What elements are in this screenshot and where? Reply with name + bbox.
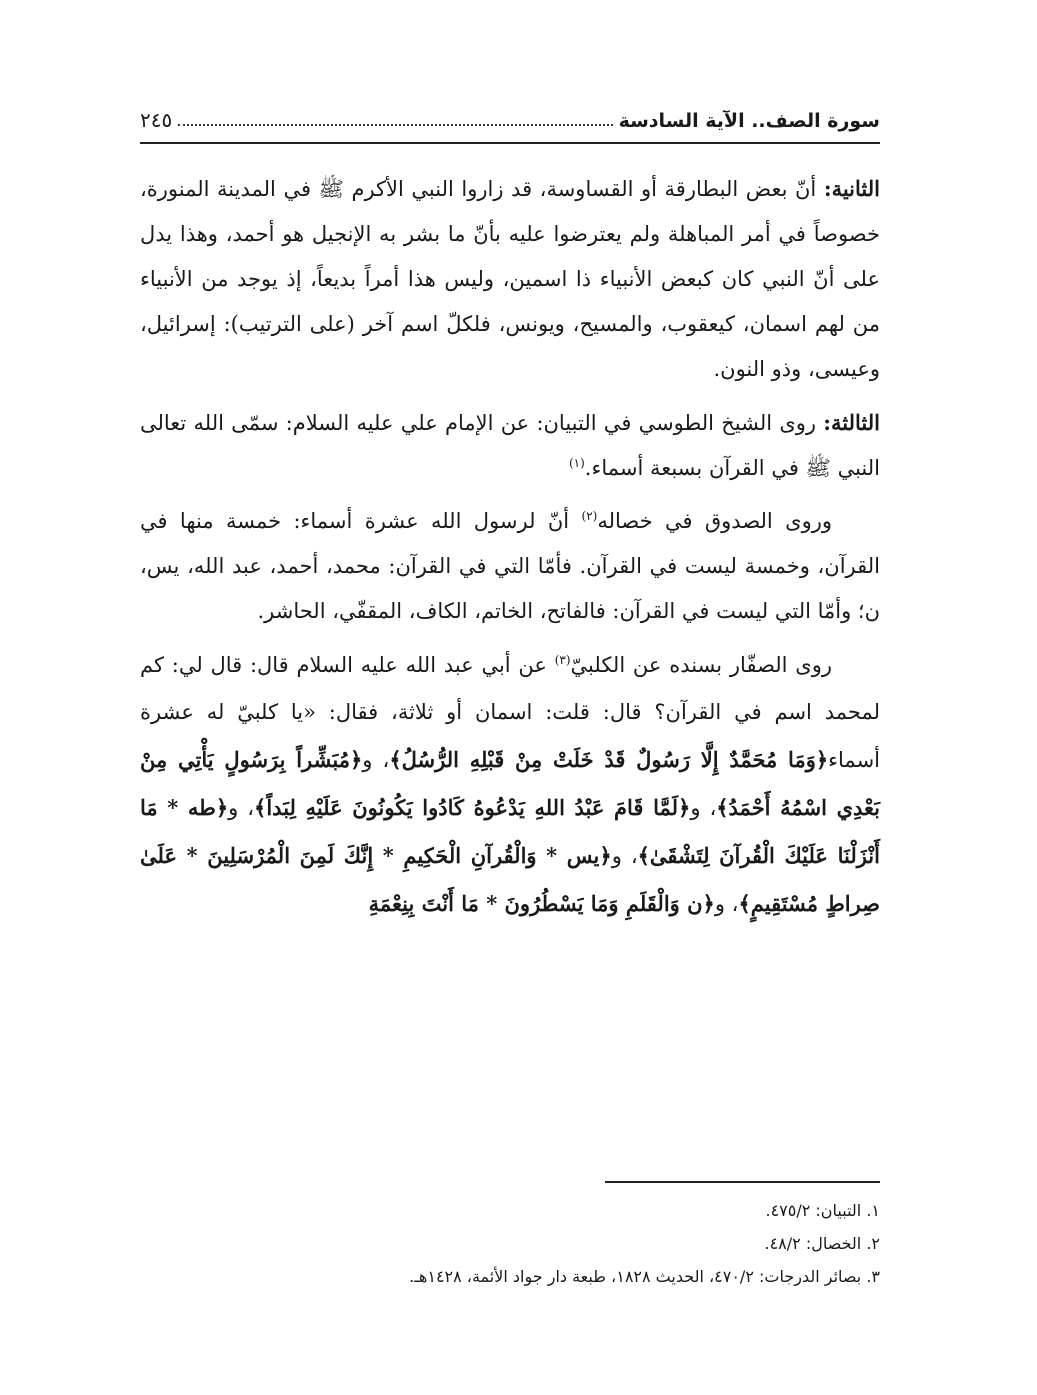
paragraph-saffar-narration [140,642,880,928]
running-title: سورة الصف.. الآية السادسة [618,110,880,132]
paragraph-text: عن أبي عبد الله عليه السلام قال: قال لي: كم لمحمد اسم في القرآن؟ قال: قلت: اسمان أو ثلاثة، فقال: «يا كلبيّ له عشرة أسماء [140,653,880,772]
separator: ، و [690,796,717,820]
quran-verse: ﴿لَمَّا قَامَ عَبْدُ اللهِ يَدْعُوهُ كَادُوا يَكُونُونَ عَلَيْهِ لِبَداً﴾ [254,795,691,820]
separator: ، و [362,748,390,772]
paragraph-text: روى الشيخ الطوسي في التبيان: عن الإمام علي عليه السلام: سمّى الله تعالى النبي ﷺ في القرآن بسبعة أسماء. [140,411,880,480]
paragraph-text: أنّ بعض البطارقة أو القساوسة، قد زاروا النبي الأكرم ﷺ في المدينة المنورة، خصوصاً في أمر المباهلة ولم يعترضوا عليه بأنّ ما بشر به الإنجيل هو أحمد، وهذا يدل على أنّ النبي كان كبعض الأنبياء ذا اسمين، وليس هذا أمراً بديعاً، إذ يوجد من الأنبياء من لهم اسمان، كيعقوب، والمسيح، ويونس، فلكلّ اسم آخر (على الترتيب): إسرائيل، وعيسى، وذو النون. [140,177,880,381]
footnote-separator-rule [605,1181,880,1183]
quran-verse: ﴿وَمَا مُحَمَّدٌ إِلَّا رَسُولٌ قَدْ خَلَتْ مِنْ قَبْلِهِ الرُّسُلُ﴾ [389,747,829,772]
quran-verse: ﴿يس * وَالْقُرآنِ الْحَكِيمِ * إِنَّكَ لَمِنَ الْمُرْسَلِينَ * عَلَىٰ صِراطٍ مُسْتَقِيمٍ﴾ [140,843,880,916]
quran-verse: ﴿مُبَشِّراً بِرَسُولٍ يَأْتِي مِنْ بَعْدِي اسْمُهُ أَحْمَدُ﴾ [140,747,881,820]
footnote-ref-3[interactable]: (٣) [554,653,571,667]
page-number: ٢٤٥ [140,108,173,132]
paragraph-saduq-narration [140,499,880,634]
separator: ، و [714,892,739,916]
quran-verse: ﴿طه * مَا أَنْزَلْنَا عَلَيْكَ الْقُرآنَ لِتَشْقَىٰ﴾ [140,795,880,868]
footnotes [140,1194,880,1293]
paragraph-text: وروى الصدوق في خصاله [597,509,833,533]
paragraph-lead-third: الثالثة: [823,410,880,435]
paragraph-text: أنّ لرسول الله عشرة أسماء: خمسة منها في القرآن، وخمسة ليست في القرآن. فأمّا التي في القرآن: محمد، أحمد، عبد الله، يس، ن؛ وأمّا التي ليست في القرآن: فالفاتح، الخاتم، الكاف، المقفّي، الحاشر. [140,509,880,623]
footnote-1: ١. التبيان: ٤٧٥/٢. [765,1201,880,1220]
separator: ، و [611,844,638,868]
footnote-3: ٣. بصائر الدرجات: ٤٧٠/٢، الحديث ١٨٢٨، طبعة دار جواد الأئمة، ١٤٢٨هـ. [409,1267,880,1286]
separator: ، و [228,796,255,820]
header-rule [140,142,880,144]
quran-verse: ﴿ن وَالْقَلَمِ وَمَا يَسْطُرُونَ * مَا أَنْتَ بِنِعْمَةِ [368,891,715,916]
paragraph-lead-second: الثانية: [823,176,880,201]
paragraph-text: روى الصفّار بسنده عن الكلبيّ [570,653,833,677]
paragraph-third-point [140,400,880,491]
footnote-ref-1[interactable]: (١) [568,456,585,470]
footnote-ref-2[interactable]: (٢) [581,509,598,523]
header-leader-dots [178,124,612,126]
running-header [140,98,880,132]
footnote-2: ٢. الخصال: ٤٨/٢. [764,1234,880,1253]
main-text [140,166,880,936]
paragraph-second-point [140,166,880,392]
